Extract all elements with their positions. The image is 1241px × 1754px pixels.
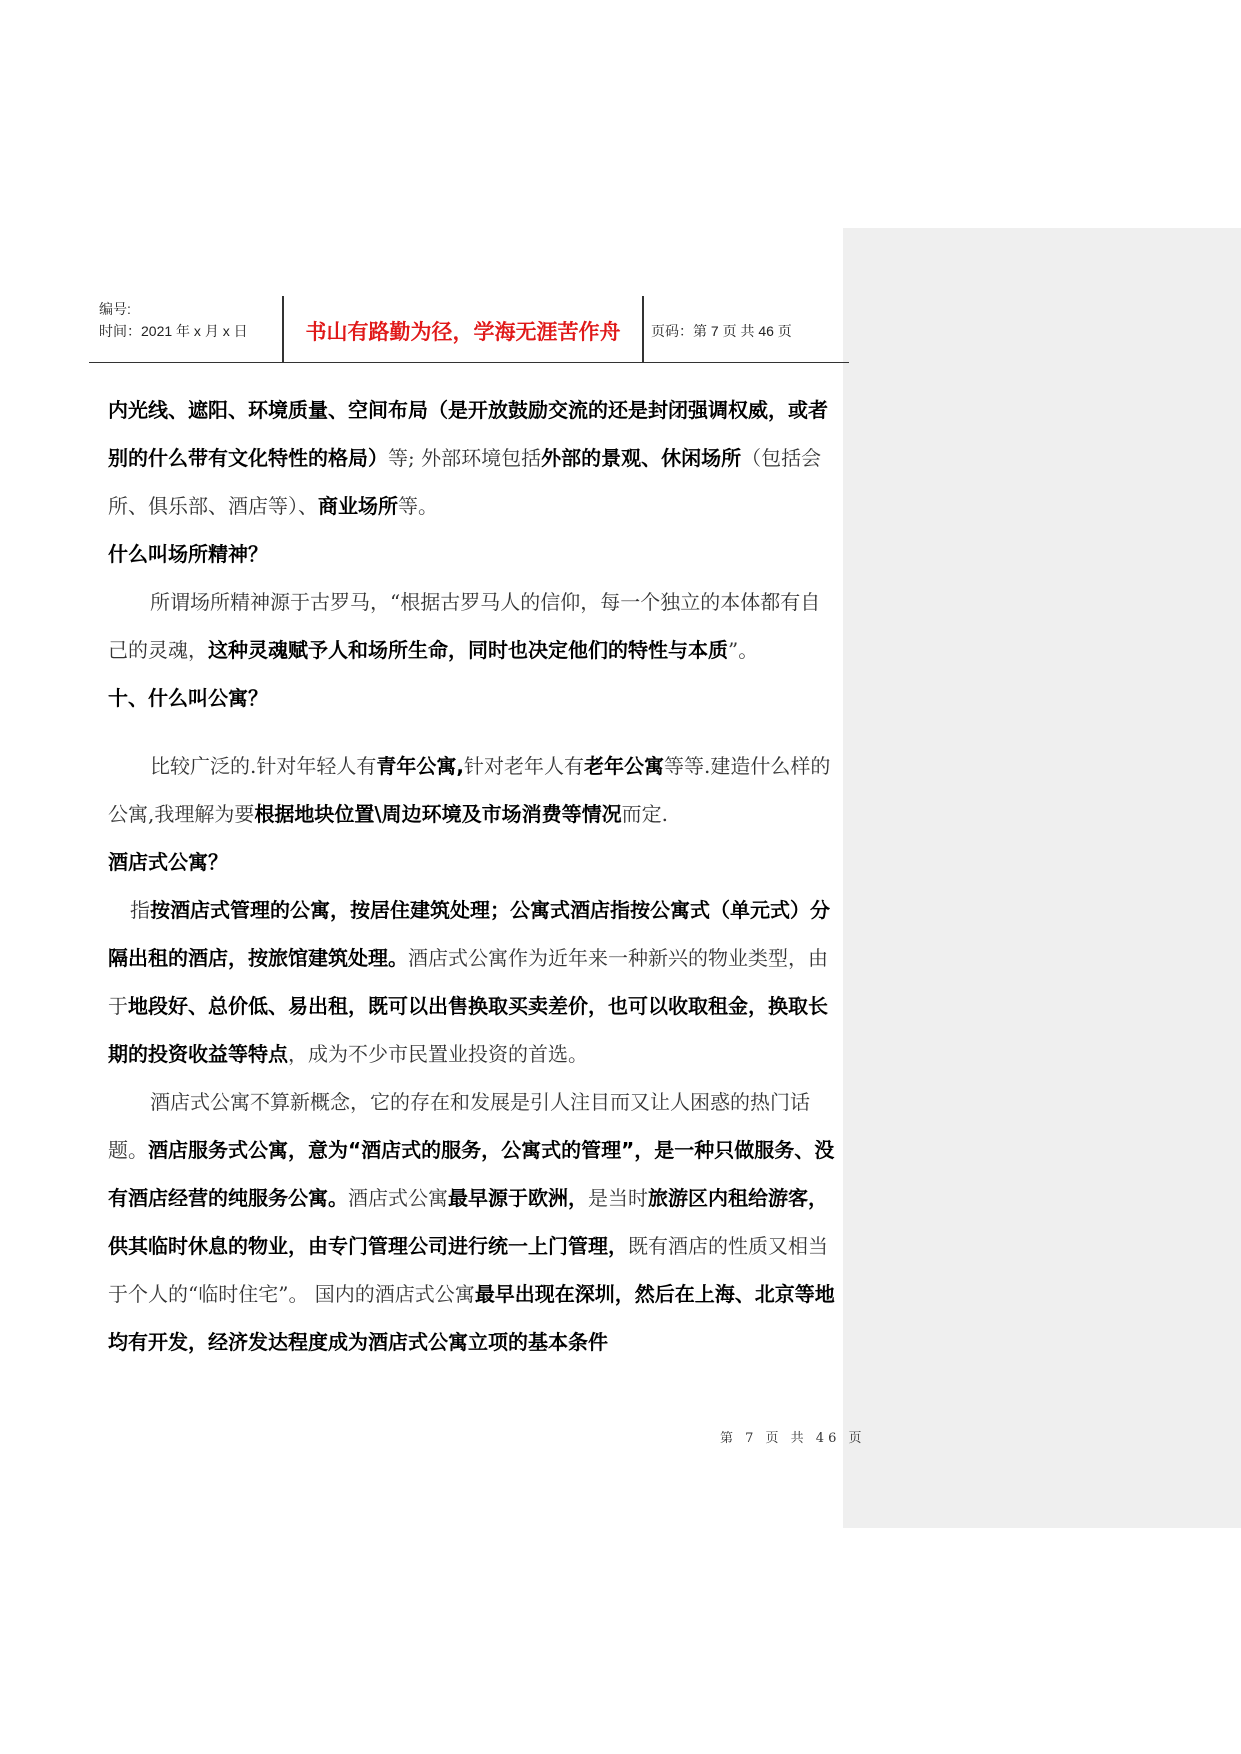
- document-body: [108, 386, 840, 1366]
- bold-text-run: 最早出现在深圳，然后在上海、北京等地均有开发，经济发达程度成为酒店式公寓立项的基本条件: [108, 1282, 835, 1354]
- text-run: 是当时: [588, 1186, 648, 1210]
- text-run: （包括会所、俱乐部、酒店等）、: [108, 446, 822, 518]
- text-run: 所谓场所精神源于古罗马，“根据古罗马人的信仰，每一个独立的本体都有自己的灵魂，: [108, 590, 821, 662]
- bold-text-run: 酒店服务式公寓，意为“酒店式的服务，公寓式的管理”，是一种只做服务、没有酒店经营的纯服务公寓。: [108, 1138, 835, 1210]
- section-heading: 什么叫场所精神？: [108, 542, 268, 566]
- bold-text-run: 青年公寓,: [376, 754, 464, 778]
- bold-text-run: 外部的景观、休闲场所: [541, 446, 742, 470]
- text-run: 等等.建造什么样的公寓,我理解为要: [108, 754, 831, 826]
- header-motto: 书山有路勤为径，学海无涯苦作舟: [305, 321, 621, 344]
- text-run: 既有酒店的性质又相当于个人的“临时住宅”。 国内的酒店式公寓: [108, 1234, 828, 1306]
- paragraph: [108, 578, 840, 674]
- header-meta: [99, 298, 248, 342]
- text-run: 针对老年人有: [463, 754, 584, 778]
- bold-text-run: 按酒店式管理的公寓，按居住建筑处理；公寓式酒店指按公寓式（单元式）分隔出租的酒店，按旅馆建筑处理。: [108, 898, 830, 970]
- text-run: 而定.: [621, 802, 669, 826]
- page-header: [89, 296, 849, 363]
- section-heading: 十、什么叫公寓？: [108, 686, 268, 710]
- bold-text-run: 地段好、总价低、易出租，既可以出售换取买卖差价，也可以收取租金，换取长期的投资收益等特点: [108, 994, 828, 1066]
- bold-text-run: 这种灵魂赋予人和场所生命，同时也决定他们的特性与本质: [208, 638, 728, 662]
- text-run: 酒店式公寓: [348, 1186, 448, 1210]
- header-divider: [642, 296, 644, 362]
- text-run: 比较广泛的.针对年轻人有: [150, 754, 377, 778]
- header-page-label: 页码：第 7 页 共 46 页: [651, 323, 792, 339]
- text-run: 等; 外部环境包括: [388, 446, 542, 470]
- text-run: ”。: [728, 638, 759, 662]
- number-label: 编号:: [99, 301, 131, 317]
- paragraph: [108, 742, 840, 838]
- text-run: 酒店式公寓作为近年来一种新兴的物业类型，由于: [108, 946, 828, 1018]
- bold-text-run: 最早源于欧洲，: [448, 1186, 588, 1210]
- comment-pane: [843, 228, 1241, 1528]
- bold-text-run: 老年公寓: [583, 754, 664, 778]
- paragraph: [108, 886, 840, 1078]
- paragraph: [108, 386, 840, 530]
- text-run: 等。: [398, 494, 438, 518]
- text-run: 指: [130, 898, 150, 922]
- bold-text-run: 旅游区内租给游客，供其临时休息的物业，由专门管理公司进行统一上门管理，: [108, 1186, 828, 1258]
- text-run: 酒店式公寓不算新概念，它的存在和发展是引人注目而又让人困惑的热门话题。: [108, 1090, 810, 1162]
- bold-text-run: 商业场所: [318, 494, 398, 518]
- date-label: 时间：2021 年 x 月 x 日: [99, 323, 248, 339]
- paragraph: [108, 1078, 840, 1366]
- bold-text-run: 根据地块位置\周边环境及市场消费等情况: [254, 802, 622, 826]
- section-heading: 酒店式公寓？: [108, 850, 228, 874]
- text-run: ，成为不少市民置业投资的首选。: [288, 1042, 588, 1066]
- page-footer: 第 7 页 共 46 页: [720, 1431, 866, 1446]
- bold-text-run: 内光线、遮阳、环境质量、空间布局（是开放鼓励交流的还是封闭强调权威，或者别的什么带有文化特性的格局）: [108, 398, 828, 470]
